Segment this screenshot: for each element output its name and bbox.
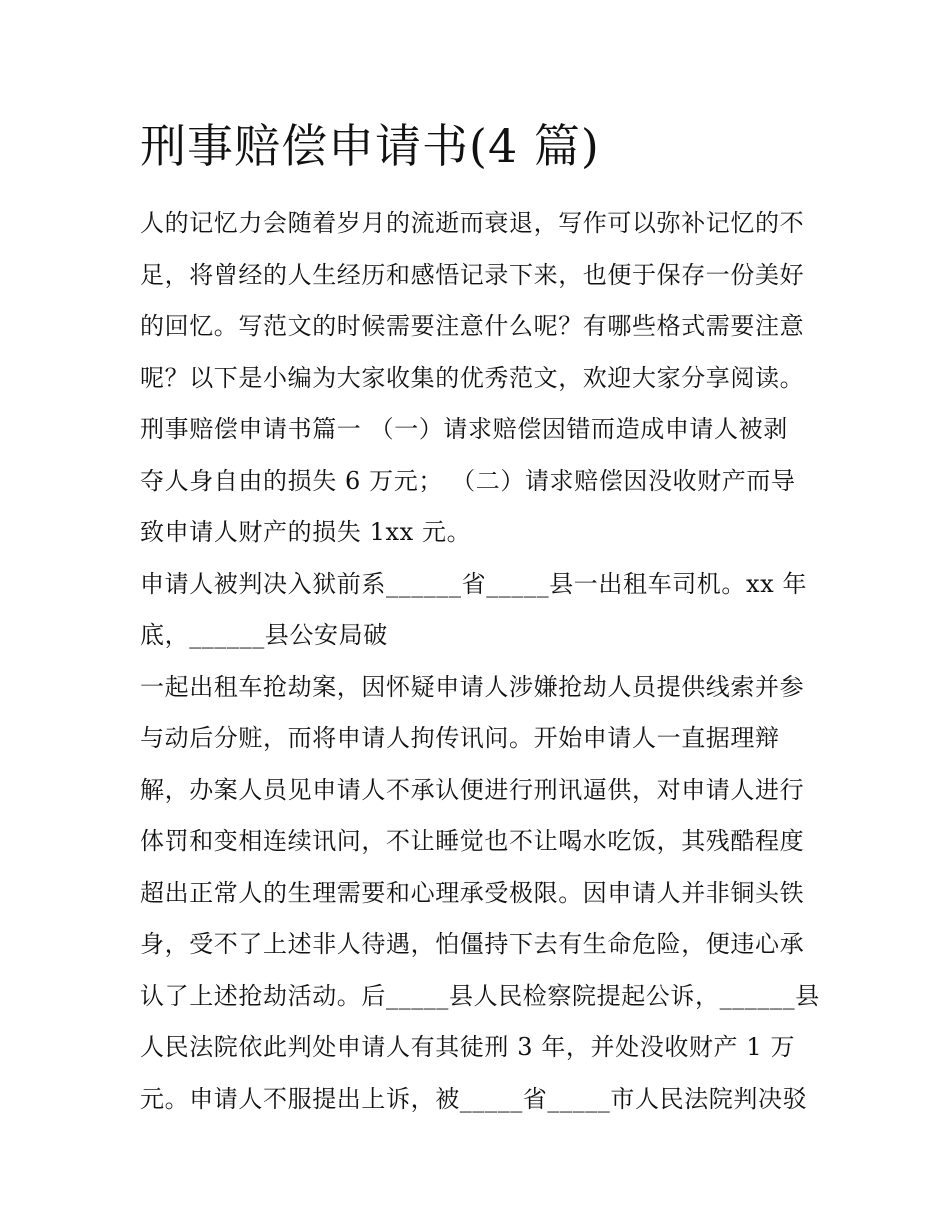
text-line: 元。申请人不服提出上诉，被_____省_____市人民法院判决驳 [140, 1084, 808, 1113]
text-line: 解，办案人员见申请人不承认便进行刑讯逼供，对申请人进行 [140, 775, 805, 804]
text-line: 底，______县公安局破 [140, 621, 388, 649]
text-line: 超出正常人的生理需要和心理承受极限。因申请人并非铜头铁 [140, 878, 805, 907]
text-line: 与动后分赃，而将申请人拘传讯问。开始申请人一直据理辩 [140, 724, 780, 752]
text-line: 体罚和变相连续讯问，不让睡觉也不让喝水吃饭，其残酷程度 [140, 827, 805, 855]
text-line: 身，受不了上述非人待遇，怕僵持下去有生命危险，便违心承 [140, 930, 805, 958]
text-line: 足，将曾经的人生经历和感悟记录下来，也便于保存一份美好 [140, 260, 805, 289]
text-line: 呢？以下是小编为大家收集的优秀范文，欢迎大家分享阅读。 [140, 363, 805, 392]
text-line: 夺人身自由的损失 6 万元； （二）请求赔偿因没收财产而导 [140, 466, 796, 495]
document-body [140, 198, 820, 1125]
text-line: 人的记忆力会随着岁月的流逝而衰退，写作可以弥补记忆的不 [140, 209, 805, 237]
text-line: 刑事赔偿申请书篇一 （一）请求赔偿因错而造成申请人被剥 [140, 415, 788, 443]
document-title: 刑事赔偿申请书(4 篇) [140, 119, 600, 173]
text-line: 认了上述抢劫活动。后_____县人民检察院提起公诉，______县 [140, 981, 820, 1010]
text-line: 的回忆。写范文的时候需要注意什么呢？有哪些格式需要注意 [140, 312, 805, 340]
text-line: 人民法院依此判处申请人有其徒刑 3 年，并处没收财产 1 万 [140, 1033, 796, 1061]
document-page [140, 110, 820, 1125]
text-line: 申请人被判决入狱前系______省_____县一出租车司机。xx 年 [140, 569, 808, 598]
text-line: 一起出租车抢劫案，因怀疑申请人涉嫌抢劫人员提供线索并参 [140, 672, 805, 701]
text-line: 致申请人财产的损失 1xx 元。 [140, 518, 472, 546]
